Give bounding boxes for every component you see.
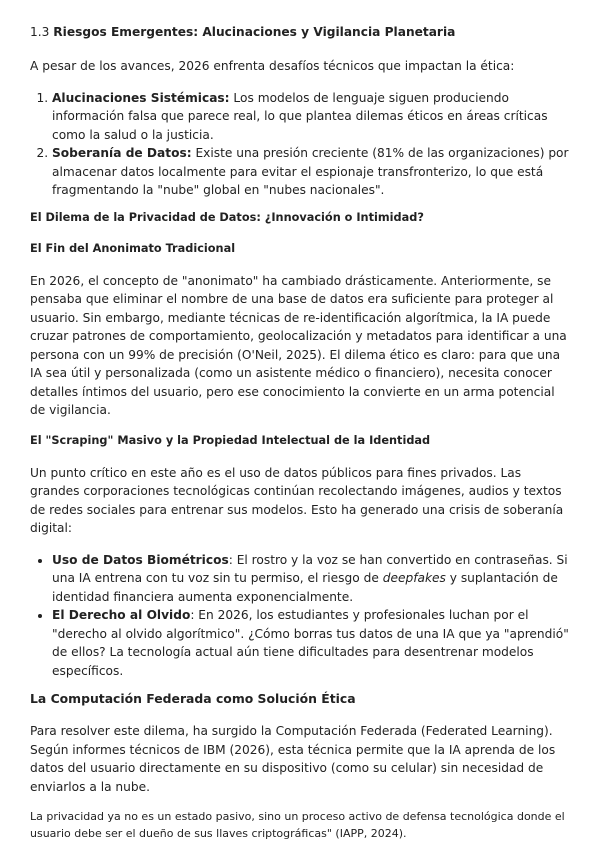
section-intro: A pesar de los avances, 2026 enfrenta desafíos técnicos que impactan la ética: — [30, 59, 515, 73]
section-number: 1.3 — [30, 25, 50, 39]
risk-text: Existe una presión creciente (81% de las organizaciones) por almacenar datos localmente para evitar el espionaje transfronterizo, lo que está fragmentando la "nube" global en "nubes nacionales". — [52, 146, 569, 197]
scraping-heading: El "Scraping" Masivo y la Propiedad Intelectual de la Identidad — [30, 433, 431, 447]
privacy-heading: El Dilema de la Privacidad de Datos: ¿Innovación o Intimidad? — [30, 210, 424, 224]
list-item — [52, 144, 570, 200]
bullet-text: : El rostro y la voz se han convertido en contraseñas. Si una IA entrena con tu voz sin tu permiso, el riesgo de — [52, 552, 568, 585]
risk-term: Alucinaciones Sistémicas: — [52, 90, 230, 105]
bullet-text: : En 2026, los estudiantes y profesionales luchan por el "derecho al olvido algorítmico". ¿Cómo borras tus datos de una IA que ya "aprendió" de ellos? La tecnología actual aún tiene dificultades para desentrenar modelos específicos. — [52, 608, 569, 678]
document-page — [30, 24, 570, 855]
federated-quote: La privacidad ya no es un estado pasivo, sino un proceso activo de defensa tecnológica donde el usuario debe ser el dueño de sus llaves criptográficas" (IAPP, 2024). — [30, 810, 565, 840]
risks-list — [30, 89, 570, 200]
scraping-bullets — [30, 551, 570, 681]
privacy-subheading: El Fin del Anonimato Tradicional — [30, 241, 236, 255]
bullet-emphasis: deepfakes — [382, 571, 446, 585]
federated-paragraph: Para resolver este dilema, ha surgido la Computación Federada (Federated Learning). Según informes técnicos de IBM (2026), esta técnica permite que la IA aprenda de los datos del usuario directamente en su dispositivo (como su celular) sin necesidad de enviarlos a la nube. — [30, 724, 556, 794]
list-item — [52, 89, 570, 145]
risk-text: Los modelos de lenguaje siguen produciendo información falsa que parece real, lo que plantea dilemas éticos en áreas críticas como la salud o la justicia. — [52, 90, 548, 142]
risk-term: Soberanía de Datos: — [52, 146, 192, 160]
privacy-paragraph: En 2026, el concepto de "anonimato" ha cambiado drásticamente. Anteriormente, se pensaba que eliminar el nombre de una base de datos era suficiente para proteger al usuario. Sin embargo, mediante técnicas de re-identificación algorítmica, la IA puede cruzar patrones de comportamiento, geolocalización y metadatos para identificar a una persona con un 99% de precisión (O'Neil, 2025). El dilema ético es claro: para que una IA sea útil y personalizada (como un asistente médico o financiero), necesita conocer detalles íntimos del usuario, pero ese conocimiento la convierte en un arma potencial de vigilancia. — [30, 273, 567, 417]
bullet-term: Uso de Datos Biométricos — [52, 552, 229, 567]
section-title — [30, 24, 570, 41]
scraping-paragraph: Un punto crítico en este año es el uso de datos públicos para fines privados. Las grandes corporaciones tecnológicas continúan recolectando imágenes, audios y textos de redes sociales para entrenar sus modelos. Esto ha generado una crisis de soberanía digital: — [30, 465, 564, 535]
section-title-text: Riesgos Emergentes: Alucinaciones y Vigilancia Planetaria — [53, 25, 456, 39]
bullet-term: El Derecho al Olvido — [52, 608, 191, 622]
list-item — [52, 606, 570, 680]
list-item — [52, 551, 570, 607]
bullet-text: y suplantación de identidad financiera aumenta exponencialmente. — [52, 571, 558, 604]
federated-heading: La Computación Federada como Solución Ética — [30, 691, 356, 706]
